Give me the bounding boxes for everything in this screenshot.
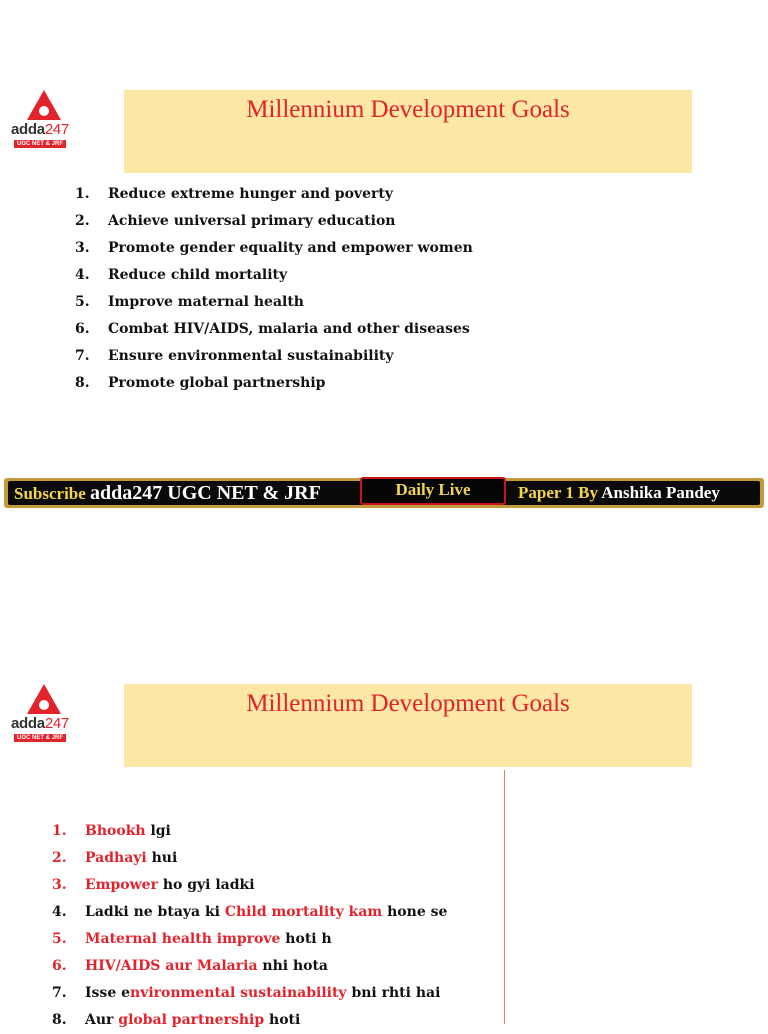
mnemonic-item: 6. HIV/AIDS aur Malaria nhi hota bbox=[52, 958, 328, 974]
mnemonic-item: 1. Bhookh lgi bbox=[52, 823, 171, 839]
subscribe-label: Subscribe bbox=[14, 484, 86, 503]
goal-item: 7. Ensure environmental sustainability bbox=[75, 348, 394, 364]
adda247-logo: adda247 UGC NET & JRF bbox=[6, 682, 76, 760]
goal-item: 5. Improve maternal health bbox=[75, 294, 304, 310]
vertical-divider bbox=[504, 770, 505, 1024]
adda247-logo: adda247 UGC NET & JRF bbox=[6, 88, 76, 166]
slide2-title: Millennium Development Goals bbox=[246, 690, 570, 717]
channel-name: adda247 UGC NET & JRF bbox=[90, 482, 321, 504]
mnemonic-item: 2. Padhayi hui bbox=[52, 850, 178, 866]
mnemonic-item: 4. Ladki ne btaya ki Child mortality kam hone se bbox=[52, 904, 448, 920]
goal-item: 8. Promote global partnership bbox=[75, 375, 326, 391]
mnemonic-item: 5. Maternal health improve hoti h bbox=[52, 931, 332, 947]
mnemonic-item: 3. Empower ho gyi ladki bbox=[52, 877, 255, 893]
mnemonic-item: 8. Aur global partnership hoti bbox=[52, 1012, 301, 1028]
presenter-name: Anshika Pandey bbox=[601, 483, 720, 502]
mnemonic-list bbox=[52, 818, 447, 1034]
mnemonic-item: 7. Isse environmental sustainability bni rhti hai bbox=[52, 985, 441, 1001]
logo-tag: UGC NET & JRF bbox=[14, 140, 66, 148]
slide1-title-box bbox=[124, 90, 692, 173]
daily-live-badge: Daily Live bbox=[360, 477, 506, 505]
goal-item: 4. Reduce child mortality bbox=[75, 267, 288, 283]
goal-item: 6. Combat HIV/AIDS, malaria and other diseases bbox=[75, 321, 470, 337]
slide2-title-box bbox=[124, 684, 692, 767]
paper-by-label: Paper 1 By bbox=[518, 483, 598, 502]
logo-tag: UGC NET & JRF bbox=[14, 734, 66, 742]
subscribe-banner bbox=[4, 474, 764, 512]
goal-item: 1. Reduce extreme hunger and poverty bbox=[75, 186, 393, 202]
goals-list bbox=[75, 181, 473, 397]
goal-item: 2. Achieve universal primary education bbox=[75, 213, 396, 229]
slide1-title: Millennium Development Goals bbox=[246, 96, 570, 123]
goal-item: 3. Promote gender equality and empower women bbox=[75, 240, 473, 256]
